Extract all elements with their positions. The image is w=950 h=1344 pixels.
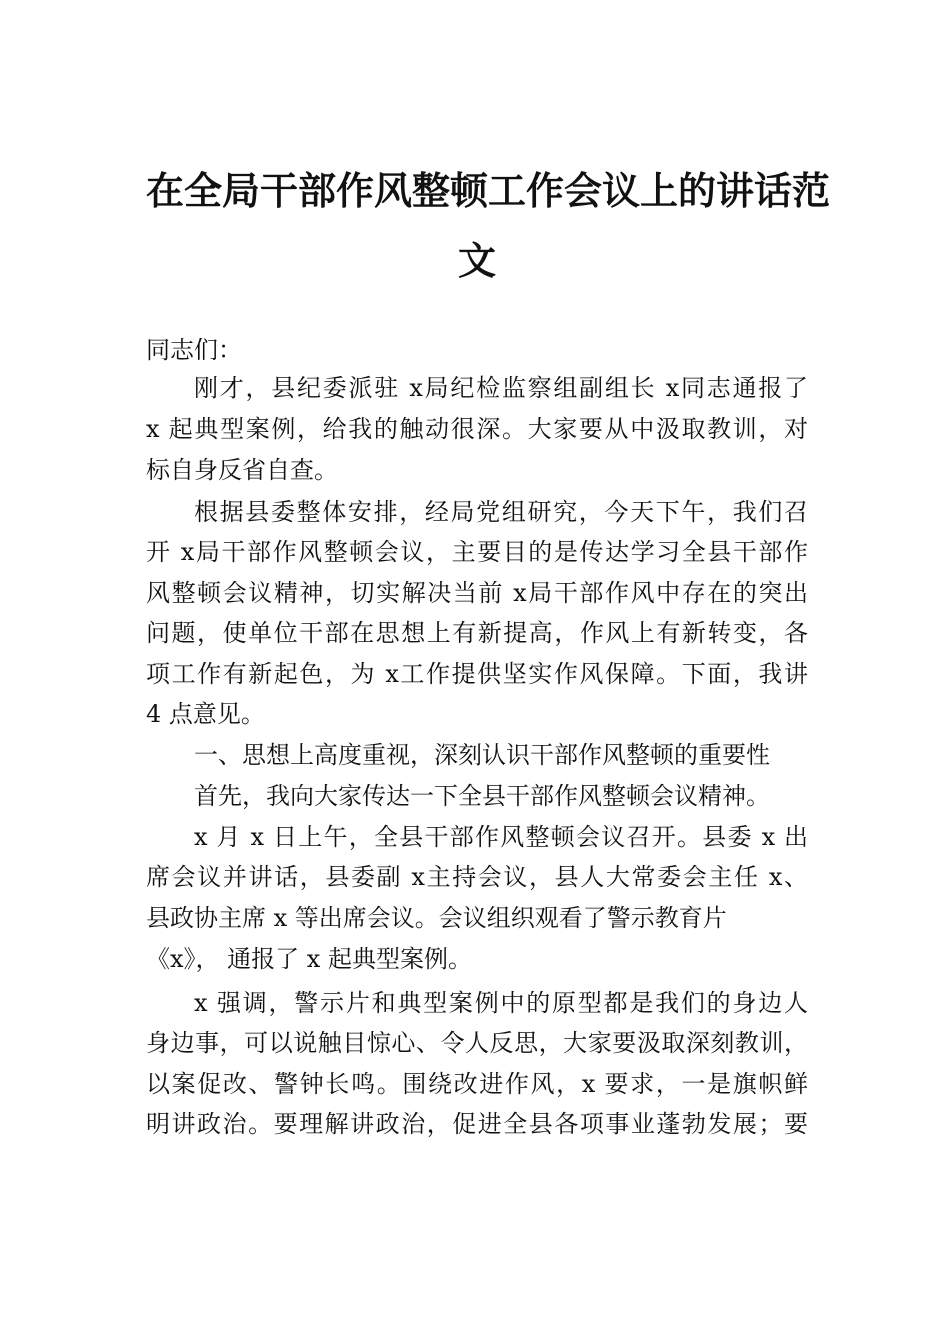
body-line: x 起典型案例，给我的触动很深。大家要从中汲取教训，对 xyxy=(146,415,808,443)
body-line: 项工作有新起色，为 x工作提供坚实作风保障。下面，我讲 xyxy=(146,660,808,688)
body-line: 县政协主席 x 等出席会议。会议组织观看了警示教育片 xyxy=(146,904,727,932)
document-title-line-1: 在全局干部作风整顿工作会议上的讲话范 xyxy=(146,169,831,213)
body-line: 4 点意见。 xyxy=(146,700,265,728)
body-line: x 强调，警示片和典型案例中的原型都是我们的身边人 xyxy=(194,989,808,1017)
body-line: 明讲政治。要理解讲政治，促进全县各项事业蓬勃发展；要 xyxy=(146,1110,808,1138)
body-line: 刚才，县纪委派驻 x局纪检监察组副组长 x同志通报了 xyxy=(194,374,808,402)
body-line: 标自身反省自查。 xyxy=(146,456,338,484)
body-line: 风整顿会议精神，切实解决当前 x局干部作风中存在的突出 xyxy=(146,579,808,607)
body-line: 问题，使单位干部在思想上有新提高，作风上有新转变，各 xyxy=(146,619,808,647)
body-line: 席会议并讲话，县委副 x主持会议，县人大常委会主任 x、 xyxy=(146,863,808,891)
body-line: x 月 x 日上午，全县干部作风整顿会议召开。县委 x 出 xyxy=(194,823,808,851)
body-line: 身边事，可以说触目惊心、令人反思，大家要汲取深刻教训， xyxy=(146,1029,808,1057)
body-line: 以案促改、警钟长鸣。围绕改进作风，x 要求，一是旗帜鲜 xyxy=(146,1070,808,1098)
salutation: 同志们： xyxy=(146,336,242,364)
body-line: 根据县委整体安排，经局党组研究，今天下午，我们召 xyxy=(194,498,808,526)
body-line: 开 x局干部作风整顿会议，主要目的是传达学习全县干部作 xyxy=(146,538,808,566)
section-heading: 一、思想上高度重视，深刻认识干部作风整顿的重要性 xyxy=(194,741,770,769)
body-line: 首先，我向大家传达一下全县干部作风整顿会议精神。 xyxy=(194,782,770,810)
document-title-line-2: 文 xyxy=(457,239,496,283)
body-line: 《x》， 通报了 x 起典型案例。 xyxy=(146,945,472,973)
